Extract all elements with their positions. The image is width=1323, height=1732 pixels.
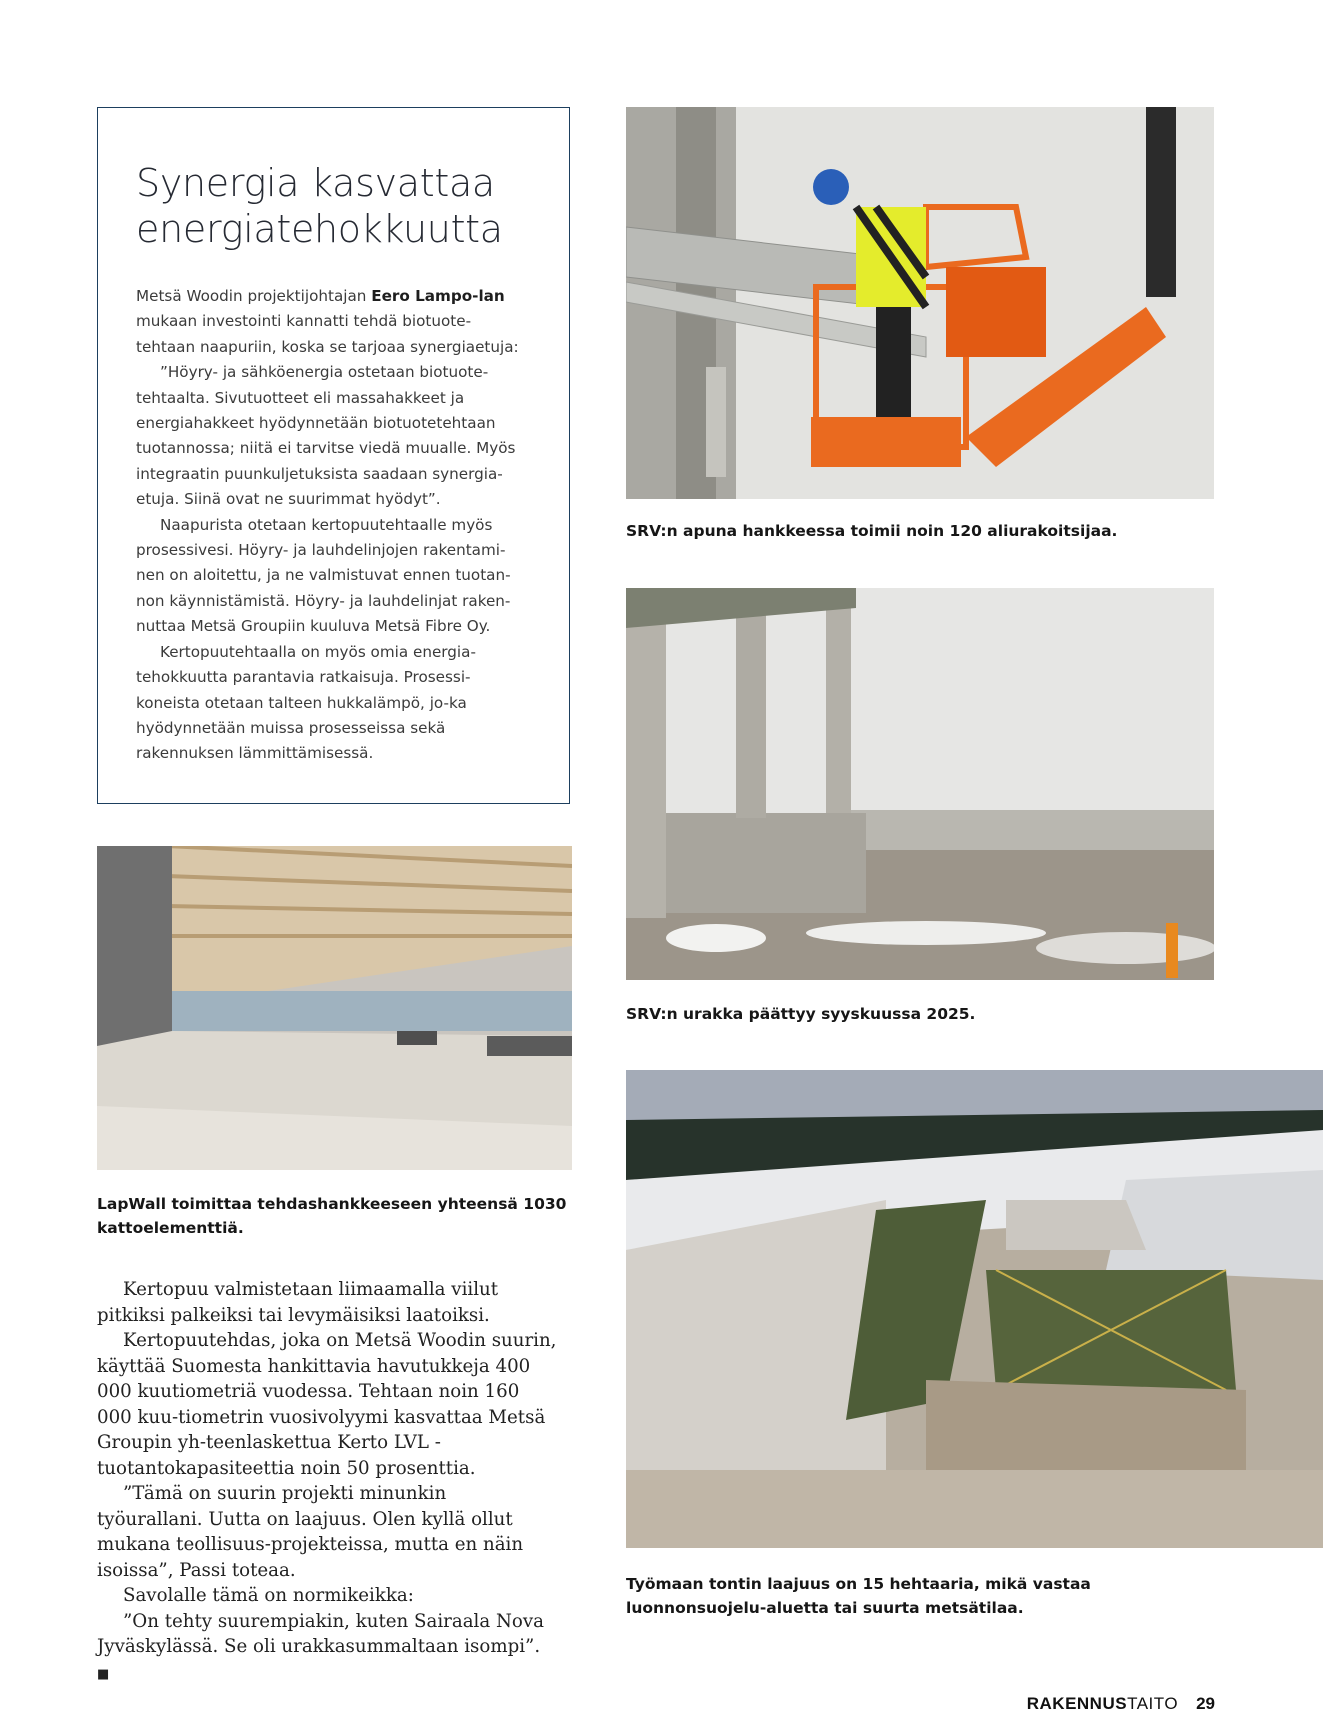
body-p5-text: ”On tehty suurempiakin, kuten Sairaala Nova Jyväskylässä. Se oli urakkasummaltaan isompi”. (97, 1610, 544, 1657)
magazine-name-light: TAITO (1127, 1694, 1179, 1713)
photo-aerial-site (626, 1070, 1323, 1548)
lift-photo-graphic (626, 107, 1214, 499)
body-paragraph-last (97, 1609, 557, 1688)
caption-hall: LapWall toimittaa tehdashankkeeseen yhteensä 1030 kattoelementtiä. (97, 1195, 567, 1237)
magazine-name-bold: RAKENNUS (1026, 1694, 1128, 1713)
body-paragraph: Savolalle tämä on normikeikka: (123, 1585, 414, 1606)
box-body (136, 284, 528, 767)
info-box (97, 107, 570, 804)
box-title-line-2: energiatehokkuutta (136, 207, 503, 251)
caption-pillars: SRV:n urakka päättyy syyskuussa 2025. (626, 1005, 976, 1023)
box-paragraph: ”Höyry- ja sähköenergia ostetaan biotuote-tehtaalta. Sivutuotteet eli massahakkeet ja energiahakkeet hyödynnetään biotuotetehtaan tuotannossa; niitä ei tarvitse viedä muualle. Myös integraatin puunkuljetuksista saadaan synergia-etuja. Siinä ovat ne suurimmat hyödyt”. (136, 363, 516, 509)
caption-lift: SRV:n apuna hankkeessa toimii noin 120 aliurakoitsijaa. (626, 522, 1118, 540)
page-number: 29 (1196, 1694, 1215, 1713)
end-mark: ■ (97, 1666, 110, 1682)
hall-photo-graphic (97, 846, 572, 1170)
pillars-photo-graphic (626, 588, 1214, 980)
body-paragraph: Kertopuu valmistetaan liimaamalla viilut pitkiksi palkeiksi tai levymäisiksi laatoiksi. (97, 1279, 499, 1326)
box-paragraph (136, 284, 528, 360)
box-title (136, 160, 556, 252)
box-paragraph: Naapurista otetaan kertopuutehtaalle myös prosessivesi. Höyry- ja lauhdelinjojen rakentami-nen on aloitettu, ja ne valmistuvat ennen tuotan-non käynnistämistä. Höyry- ja lauhdelinjat raken-nuttaa Metsä Groupiin kuuluva Metsä Fibre Oy. (136, 515, 511, 636)
article-body (97, 1277, 557, 1687)
box-p1-text-a: Metsä Woodin projektijohtajan (136, 287, 372, 305)
caption-aerial: Työmaan tontin laajuus on 15 hehtaaria, mikä vastaa luonnonsuojelu-aluetta tai suurta metsätilaa. (626, 1575, 1091, 1617)
box-p1-text-b: mukaan investointi kannatti tehdä biotuote-tehtaan naapuriin, koska se tarjoaa synergiaetuja: (136, 312, 519, 356)
body-paragraph: ”Tämä on suurin projekti minunkin työurallani. Uutta on laajuus. Olen kyllä ollut mukana teollisuus-projekteissa, mutta en näin isoissa”, Passi toteaa. (97, 1483, 524, 1581)
page-footer (1027, 1694, 1215, 1714)
photo-worker-on-lift (626, 107, 1214, 499)
box-paragraph: Kertopuutehtaalla on myös omia energia-tehokkuutta parantavia ratkaisuja. Prosessi-koneista otetaan talteen hukkalämpö, jo-ka hyödynnetään muissa prosesseissa sekä rakennuksen lämmittämisessä. (136, 642, 476, 763)
body-paragraph: Kertopuutehdas, joka on Metsä Woodin suurin, käyttää Suomesta hankittavia havutukkeja 400 000 kuutiometriä vuodessa. Tehtaan noin 160 000 kuu-tiometrin vuosivolyymi kasvattaa Metsä Groupin yh-teenlaskettua Kerto LVL -tuotantokapasiteettia noin 50 prosenttia. (97, 1330, 557, 1479)
aerial-photo-graphic (626, 1070, 1323, 1548)
person-name: Eero Lampo-lan (371, 287, 505, 305)
box-title-line-1: Synergia kasvattaa (136, 161, 495, 205)
photo-concrete-pillars (626, 588, 1214, 980)
photo-timber-hall (97, 846, 572, 1170)
